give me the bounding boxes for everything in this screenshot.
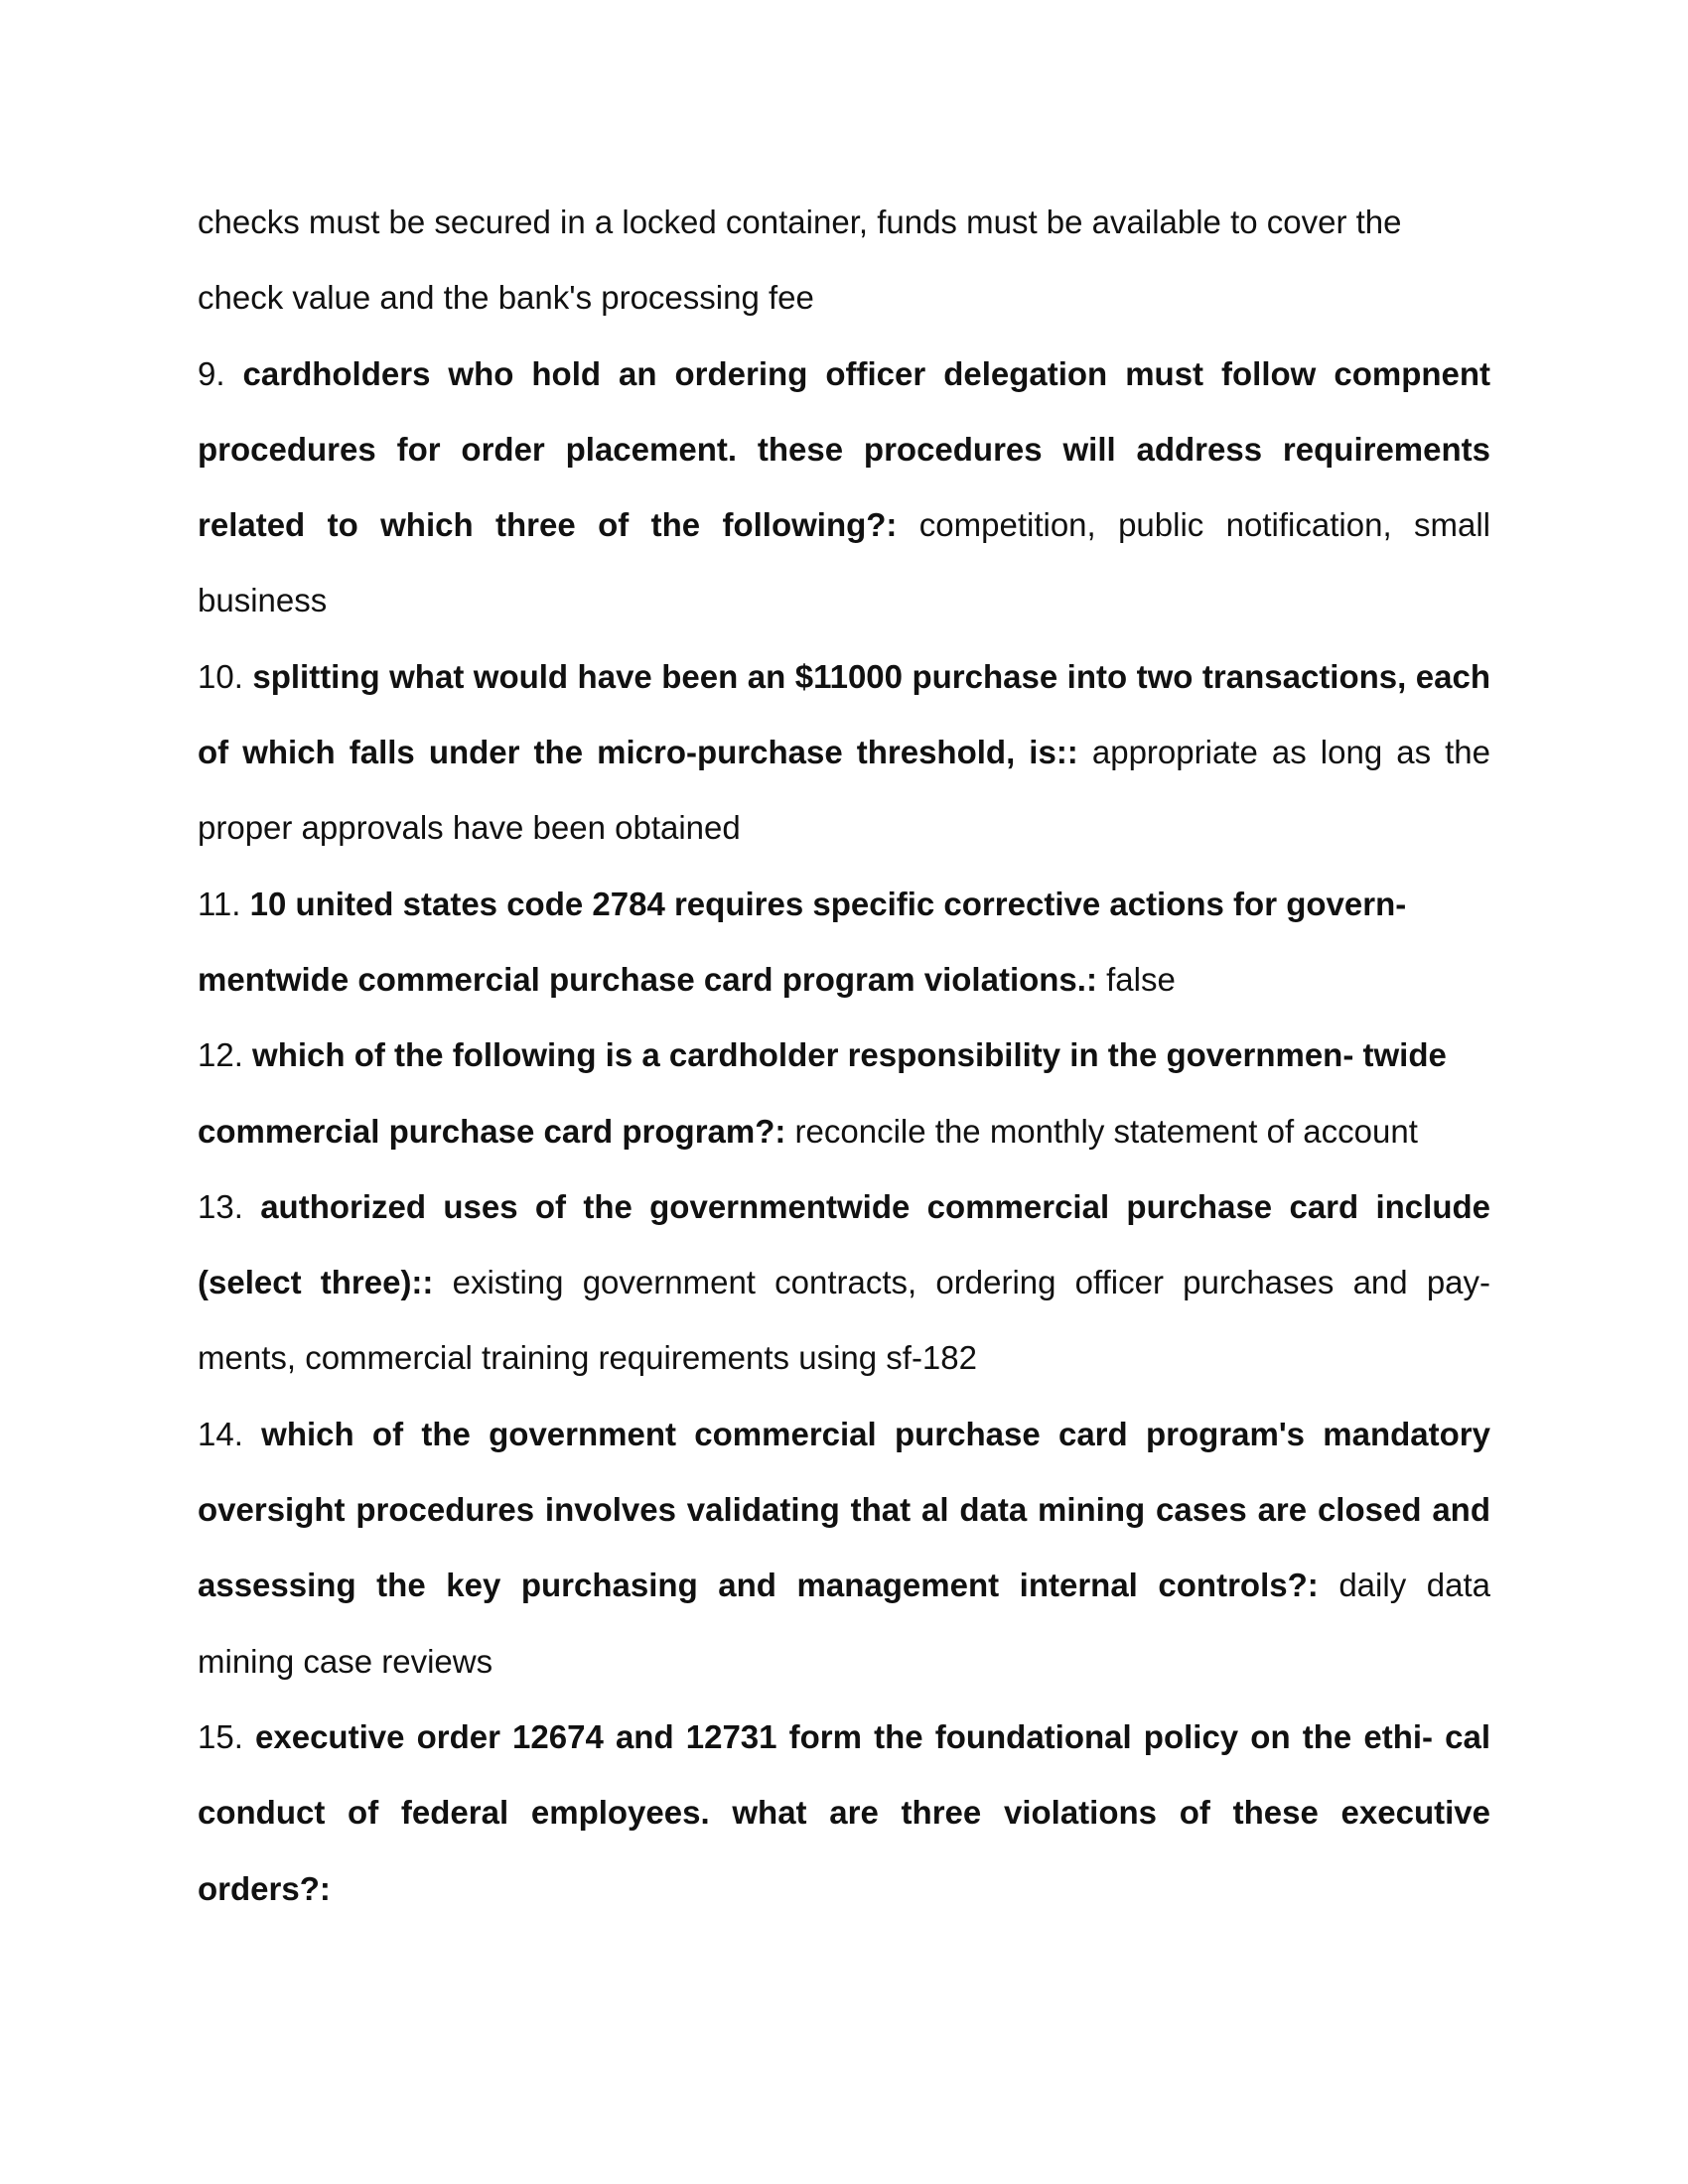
qa-item-12: [198, 1018, 1490, 1169]
qa-item-13: [198, 1169, 1490, 1397]
item-number: 9.: [198, 354, 225, 392]
item-question: cardholders who hold an ordering officer delegation must follow compnent procedures for order placement. these procedures will address requirements related to which three of the following?:: [198, 354, 1491, 544]
item-number: 11.: [198, 885, 241, 922]
item-answer: false: [1106, 960, 1176, 998]
item-answer: existing government contracts, ordering officer purchases and pay- ments, commercial training requirements using sf-182: [198, 1264, 1491, 1377]
qa-item-15: [198, 1700, 1490, 1927]
item-number: 15.: [198, 1717, 243, 1755]
item-answer: appropriate as long as the proper approvals have been obtained: [198, 734, 1491, 847]
intro-answer: checks must be secured in a locked container, funds must be available to cover the check value and the bank's processing fee: [198, 204, 1402, 317]
item-question: which of the following is a cardholder responsibility in the governmen- twide commercial purchase card program?:: [198, 1036, 1447, 1150]
item-question: 10 united states code 2784 requires specific corrective actions for govern- mentwide commercial purchase card program violations.:: [198, 885, 1407, 998]
item-question: authorized uses of the governmentwide commercial purchase card include (select three)::: [198, 1187, 1490, 1301]
qa-item-9: [198, 337, 1490, 639]
item-number: 13.: [198, 1187, 243, 1225]
item-answer: daily data mining case reviews: [198, 1567, 1490, 1680]
item-question: splitting what would have been an $11000 purchase into two transactions, each of which falls under the micro-purchase threshold, is::: [198, 657, 1490, 771]
item-number: 14.: [198, 1415, 243, 1452]
item-question: which of the government commercial purchase card program's mandatory oversight procedures involves validating that al data mining cases are closed and assessing the key purchasing and management internal controls?:: [198, 1415, 1490, 1604]
item-question: executive order 12674 and 12731 form the foundational policy on the ethi- cal conduct of federal employees. what are three violations of these executive orders?:: [198, 1717, 1491, 1907]
document-page: [198, 185, 1490, 1927]
item-answer: reconcile the monthly statement of account: [794, 1112, 1418, 1150]
qa-item-11: [198, 867, 1490, 1019]
qa-item-10: [198, 639, 1490, 867]
item-number: 10.: [198, 657, 243, 695]
qa-item-14: [198, 1397, 1490, 1700]
item-number: 12.: [198, 1036, 243, 1074]
item-answer: competition, public notification, small business: [198, 506, 1490, 619]
